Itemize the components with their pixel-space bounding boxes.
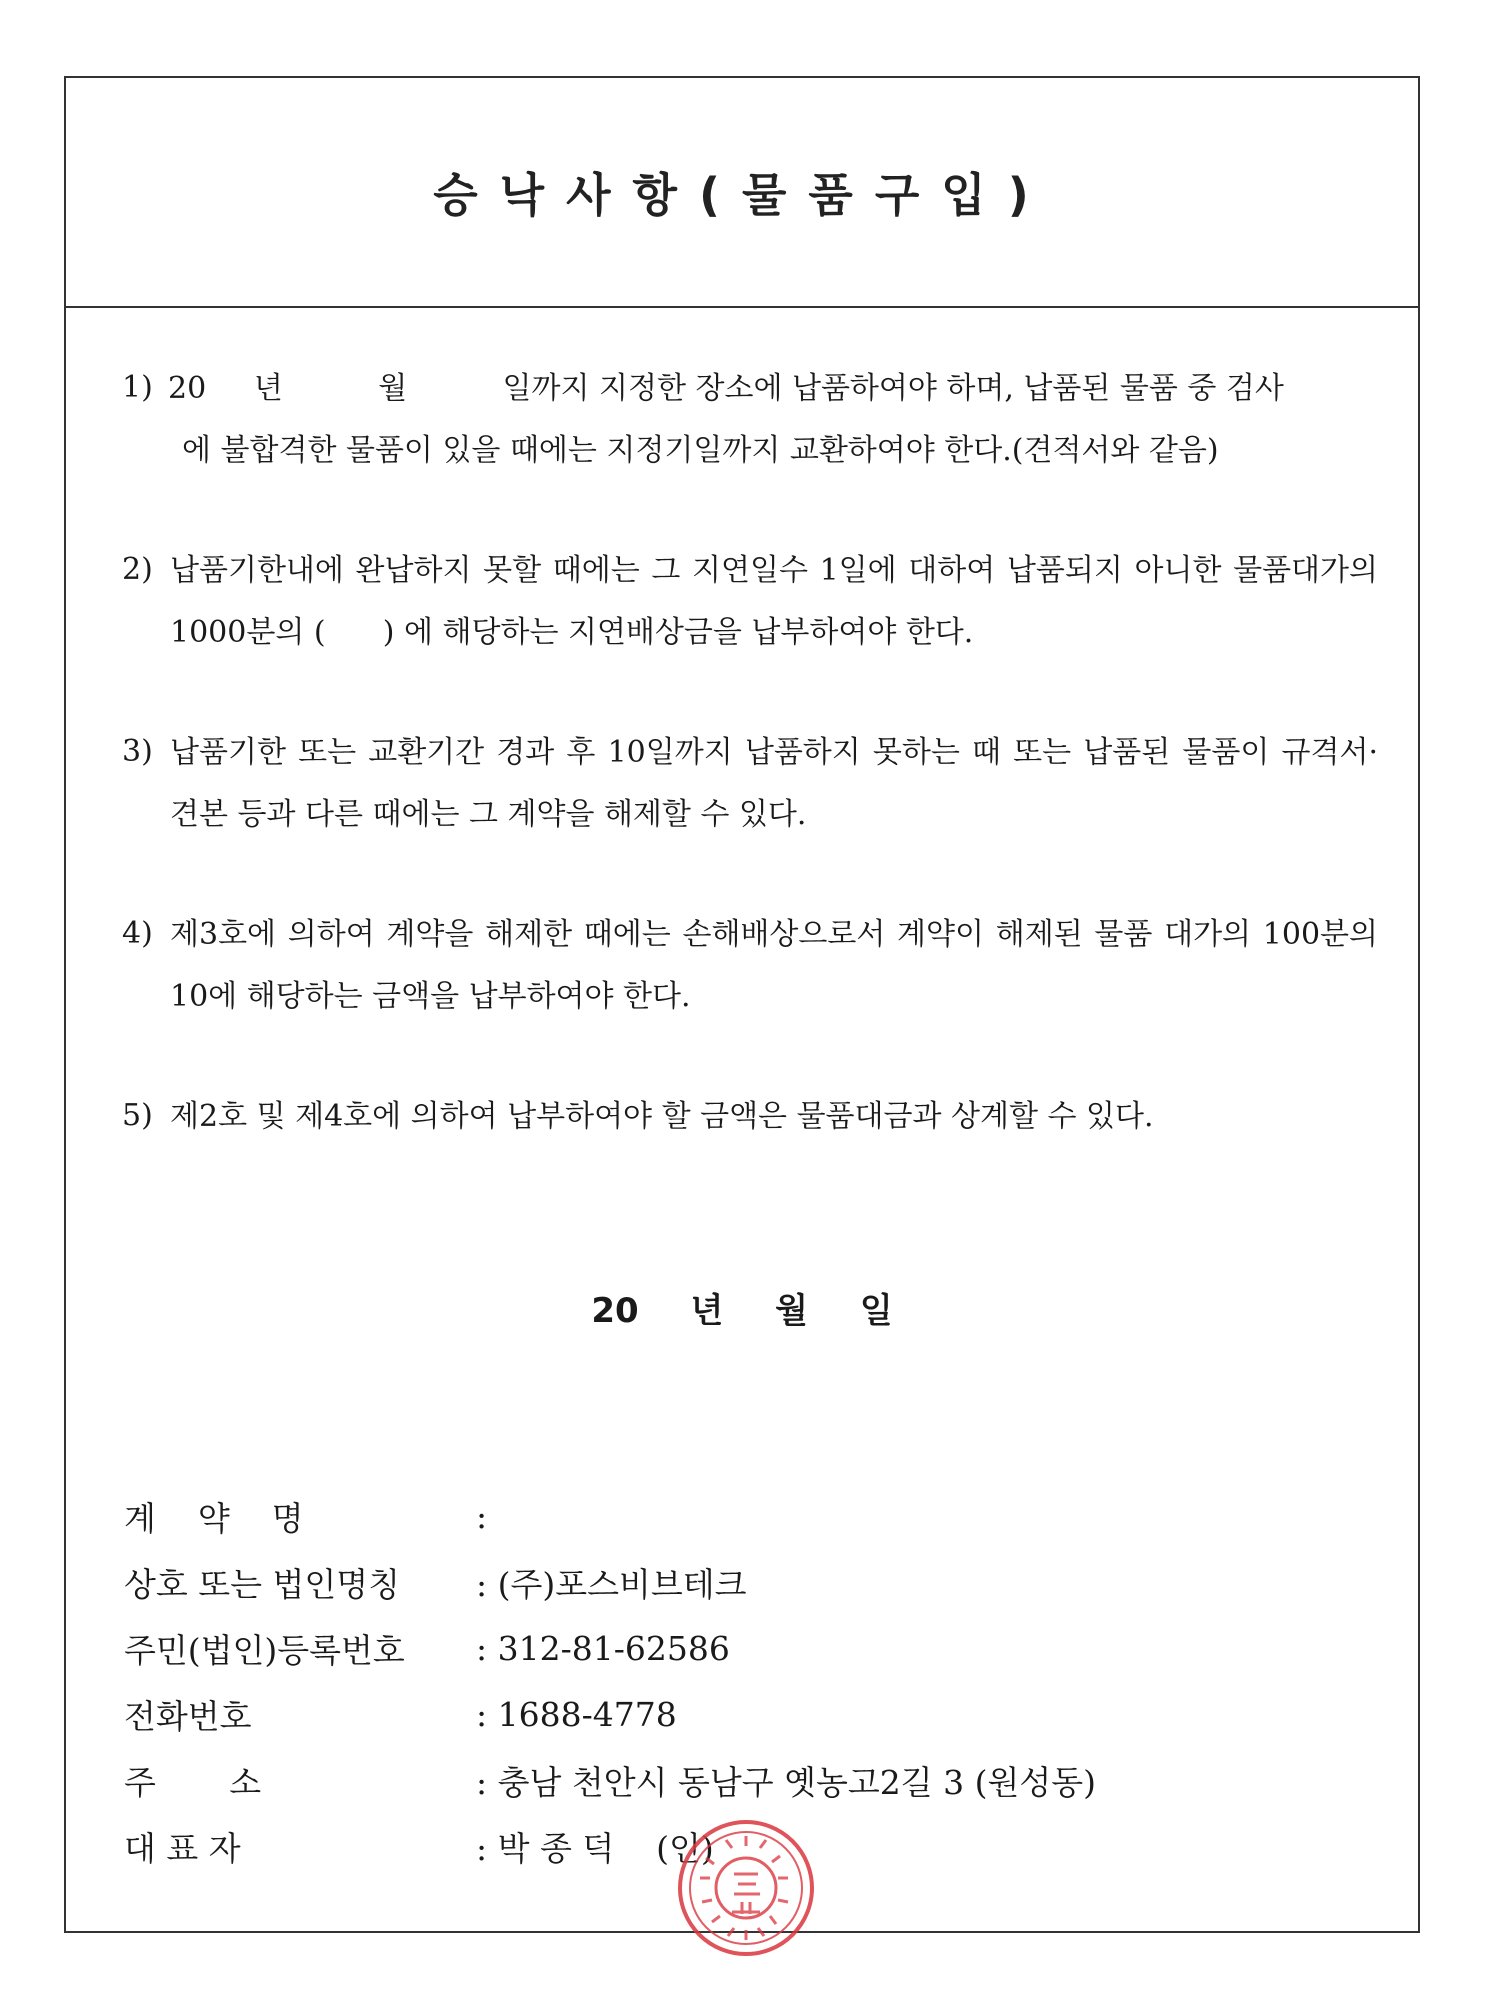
clause-1-line-1: 20 년 월 일까지 지정한 장소에 납품하여야 하며, 납품된 물품 중 검사	[168, 371, 1284, 406]
document-title: 승낙사항(물품구입)	[433, 168, 1051, 222]
signature-date: 20 년 월 일	[591, 1291, 893, 1331]
contractor-info	[124, 1483, 1324, 1879]
info-value: : 312-81-62586	[476, 1628, 730, 1668]
clause-4	[122, 904, 1422, 1028]
clause-3	[122, 722, 1422, 846]
clause-1	[122, 358, 1422, 482]
info-value: :	[476, 1496, 488, 1536]
info-row-registration-number	[124, 1615, 1324, 1681]
info-row-contract-name	[124, 1483, 1324, 1549]
clause-number: 5)	[122, 1098, 153, 1133]
info-label: 상호 또는 법인명칭	[124, 1564, 401, 1604]
clause-2	[122, 540, 1422, 664]
info-value: : 충남 천안시 동남구 옛농고2길 3 (원성동)	[476, 1762, 1096, 1802]
info-label: 대 표 자	[124, 1828, 241, 1868]
info-value: : (주)포스비브테크	[476, 1564, 747, 1604]
info-row-phone	[124, 1681, 1324, 1747]
clause-text: 제3호에 의하여 계약을 해제한 때에는 손해배상으로서 계약이 해제된 물품 대가의 100분의 10에 해당하는 금액을 납부하여야 한다.	[170, 917, 1378, 1014]
info-row-company-name	[124, 1549, 1324, 1615]
clause-1-line-2: 에 불합격한 물품이 있을 때에는 지정기일까지 교환하여야 한다.(견적서와 같음)	[182, 433, 1219, 468]
clause-number: 1)	[122, 370, 153, 405]
document-frame	[64, 76, 1420, 1933]
clause-number: 2)	[122, 552, 153, 587]
info-label: 계 약 명	[124, 1498, 304, 1538]
clause-number: 3)	[122, 734, 153, 769]
clause-text	[170, 358, 1378, 482]
clause-5	[122, 1086, 1422, 1148]
company-seal-icon	[676, 1818, 816, 1958]
clause-text: 납품기한 또는 교환기간 경과 후 10일까지 납품하지 못하는 때 또는 납품된 물품이 규격서·견본 등과 다른 때에는 그 계약을 해제할 수 있다.	[170, 735, 1378, 832]
clause-text: 납품기한내에 완납하지 못할 때에는 그 지연일수 1일에 대하여 납품되지 아니한 물품대가의 1000분의 ( ) 에 해당하는 지연배상금을 납부하여야 한다.	[170, 553, 1388, 650]
info-label: 주민(법인)등록번호	[124, 1630, 405, 1670]
info-label: 전화번호	[124, 1696, 252, 1736]
info-row-address	[124, 1747, 1324, 1813]
info-value: : 박 종 덕 (인)	[476, 1828, 714, 1868]
clause-number: 4)	[122, 916, 153, 951]
clause-list	[122, 358, 1422, 1206]
info-value: : 1688-4778	[476, 1694, 677, 1734]
info-label: 주 소	[124, 1762, 262, 1802]
title-box	[66, 78, 1418, 308]
clause-text: 제2호 및 제4호에 의하여 납부하여야 할 금액은 물품대금과 상계할 수 있다.	[170, 1099, 1154, 1134]
